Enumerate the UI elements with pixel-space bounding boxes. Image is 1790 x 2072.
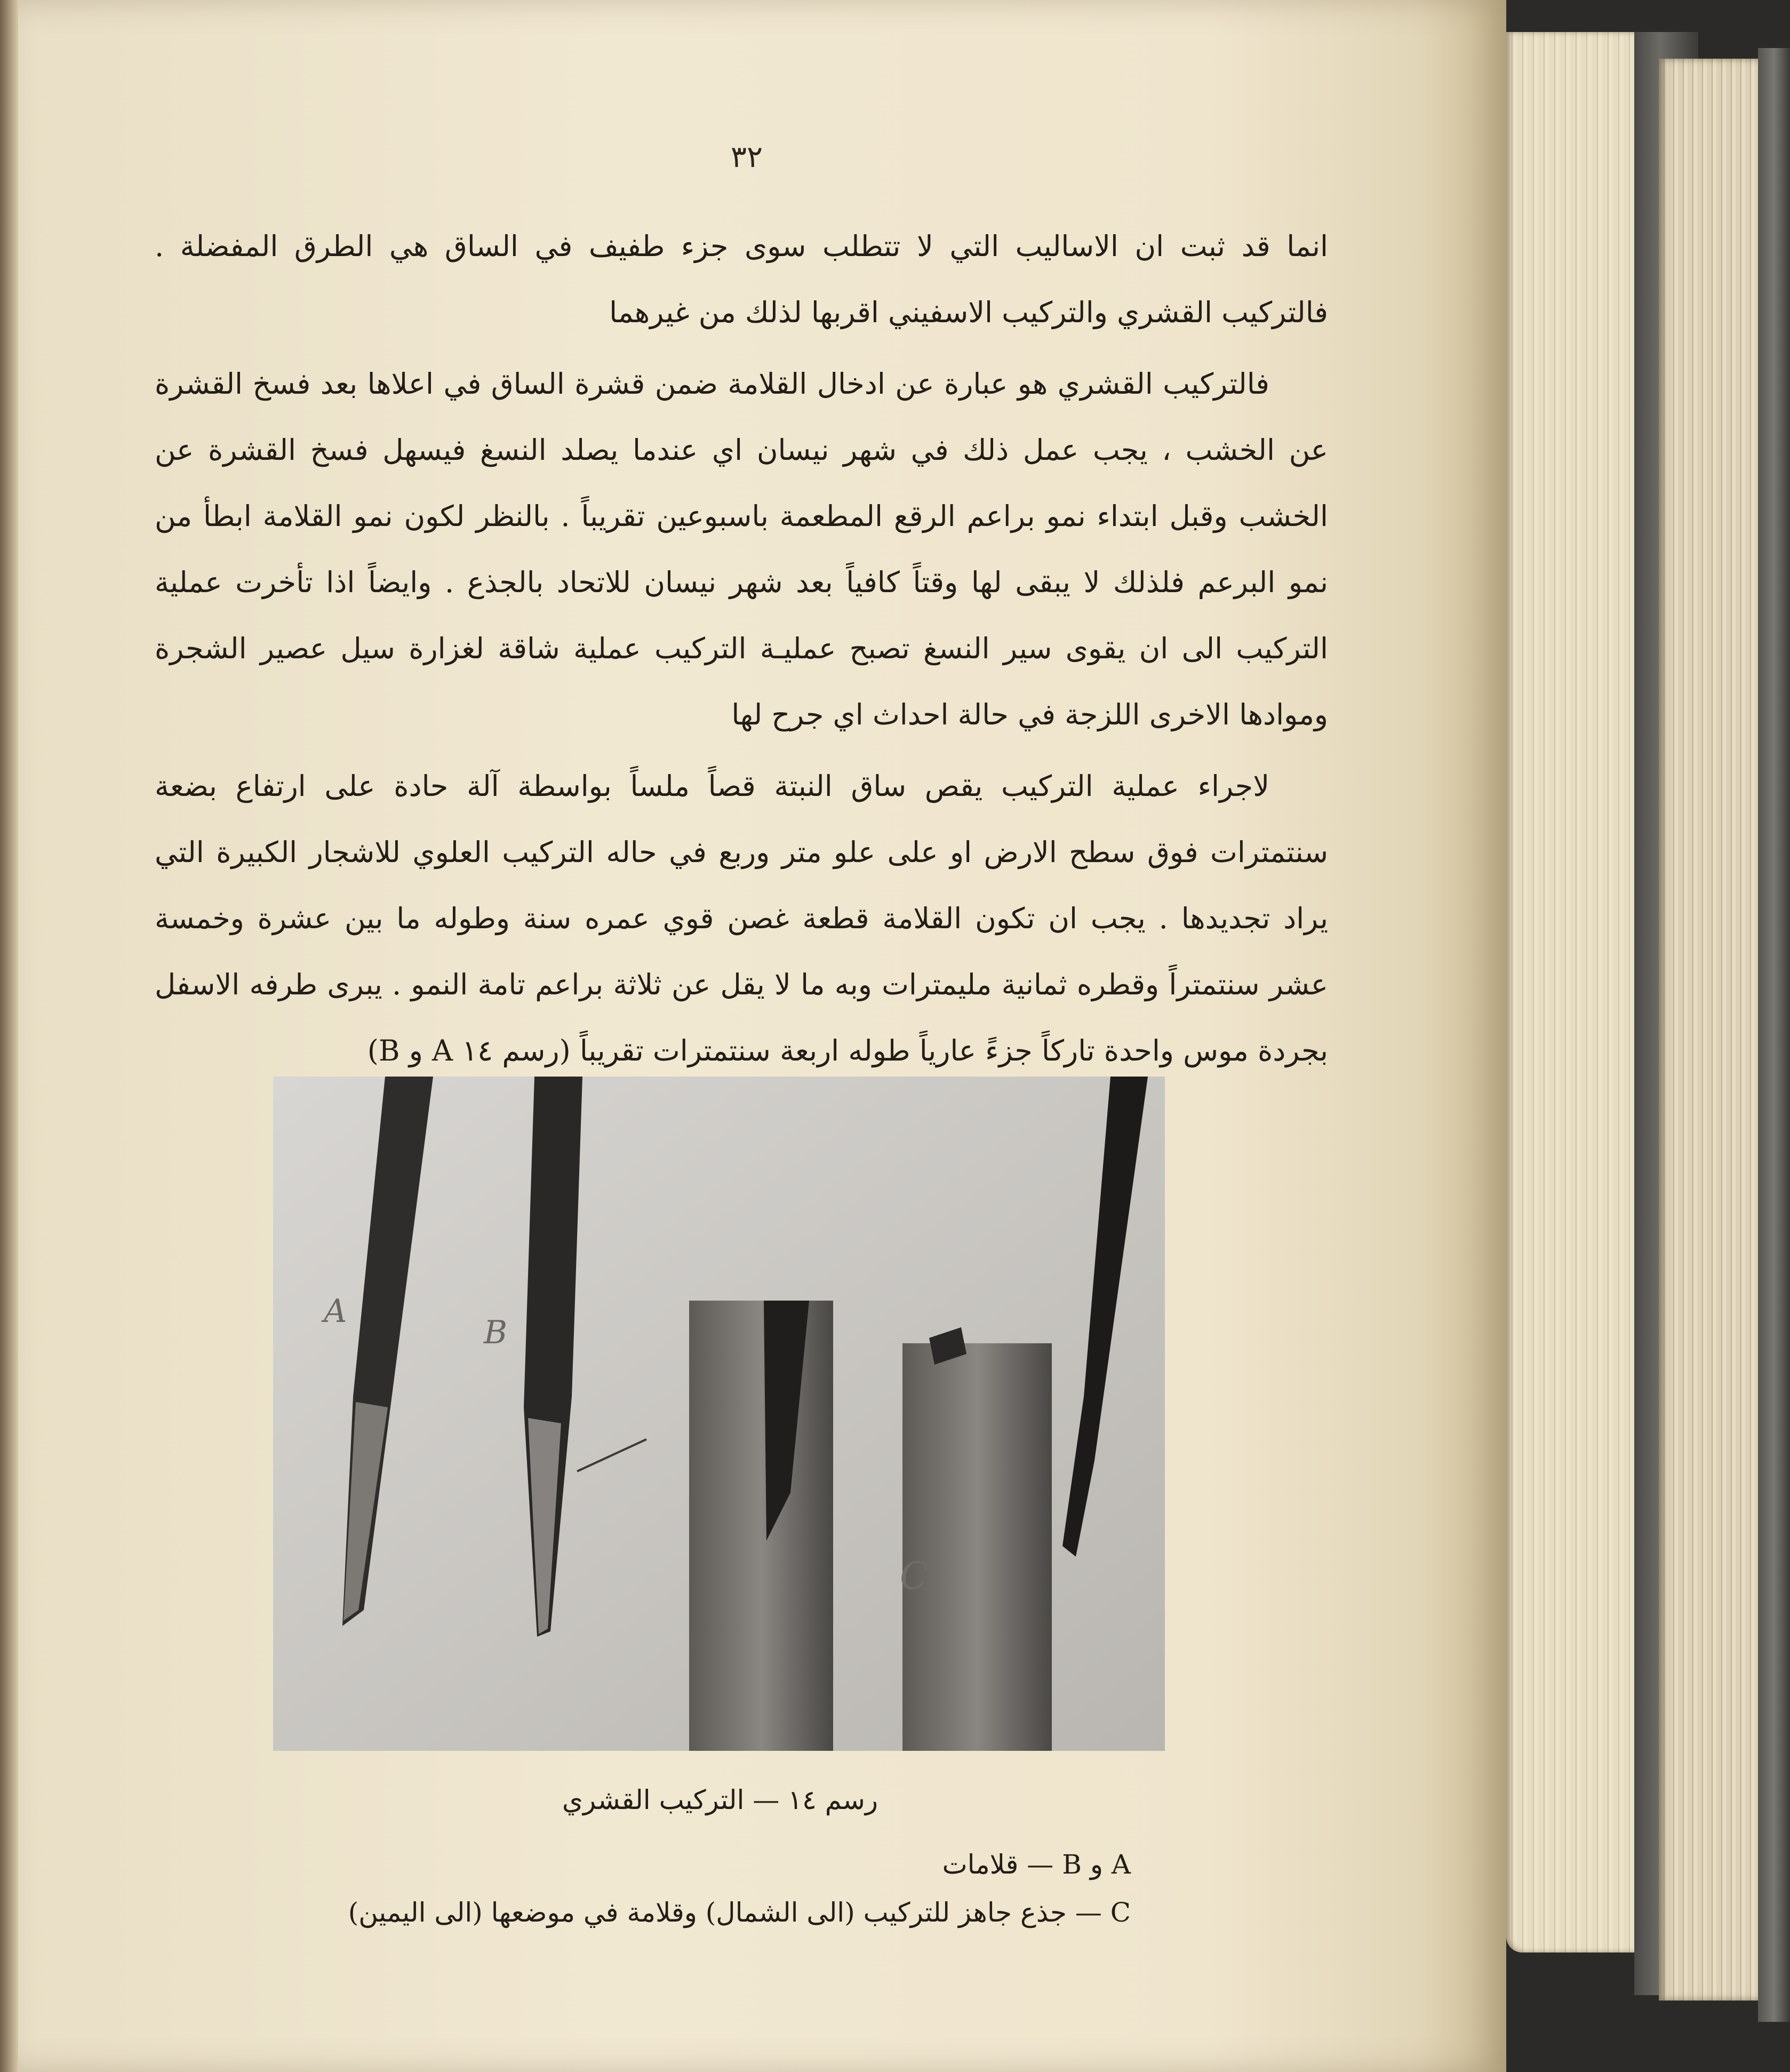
stock-c-left-drawing	[689, 1301, 833, 1751]
page-stack-edges	[1506, 32, 1634, 1953]
legend-row-c	[341, 1888, 1131, 1936]
body-text	[155, 213, 1328, 1089]
legend-text-ab: — قلامات	[942, 1849, 1054, 1880]
figure-photo	[273, 1077, 1165, 1751]
photo-label-b: B	[484, 1314, 508, 1351]
binding-edge-left	[0, 0, 18, 2072]
legend-text-c: — جذع جاهز للتركيب (الى الشمال) وقلامة في موضعها (الى اليمين)	[348, 1897, 1102, 1928]
photo-label-c: C	[900, 1554, 929, 1598]
book-cover-back	[1758, 48, 1790, 2022]
legend-key-c: C	[1110, 1897, 1131, 1928]
figure-legend	[341, 1840, 1131, 1936]
figure-caption: رسم ١٤ — التركيب القشري	[562, 1784, 878, 1815]
legend-key-ab: A و B	[1062, 1849, 1131, 1880]
paragraph-2: فالتركيب القشري هو عبارة عن ادخال القلامة ضمن قشرة الساق في اعلاها بعد فسخ القشرة عن الخشب ، يجب عمل ذلك في شهر نيسان اي عندما يصلد النسغ فيسهل فسخ القشرة عن الخشب وقبل ابتداء نمو براعم الرقع المطعمة باسبوعين تقريباً . بالنظر لكون نمو القلامة ابطأ من نمو البرعم فلذلك لا يبقى لها وقتاً كافياً بعد شهر نيسان للاتحاد بالجذع . وايضاً اذا تأخرت عملية التركيب الى ان يقوى سير النسغ تصبح عمليـة التركيب عملية شاقة لغزارة سيل عصير الشجرة وموادها الاخرى اللزجة في حالة احداث اي جرح لها	[155, 367, 1328, 731]
photo-label-a: A	[324, 1293, 347, 1330]
paragraph-3: لاجراء عملية التركيب يقص ساق النبتة قصاً ملساً بواسطة آلة حادة على ارتفاع بضعة سنتمترات فوق سطح الارض او على علو متر وربع في حاله التركيب العلوي للاشجار الكبيرة التي يراد تجديدها . يجب ان تكون القلامة قطعة غصن قوي عمره سنة وطوله ما بين عشرة وخمسة عشر سنتمتراً وقطره ثمانية مليمترات وبه ما لا يقل عن ثلاثة براعم تامة النمو . يبرى طرفه الاسفل بجردة موس واحدة تاركاً جزءً عارياً طوله اربعة سنتمترات تقريباً (رسم ١٤ A و B)	[155, 769, 1328, 1067]
legend-row-ab	[341, 1840, 1131, 1888]
page-number: ٣٢	[730, 140, 763, 174]
paragraph-1: انما قد ثبت ان الاساليب التي لا تتطلب سوى جزء طفيف في الساق هي الطرق المفضلة . فالتركيب القشري والتركيب الاسفيني اقربها لذلك من غيرهما	[155, 229, 1328, 329]
